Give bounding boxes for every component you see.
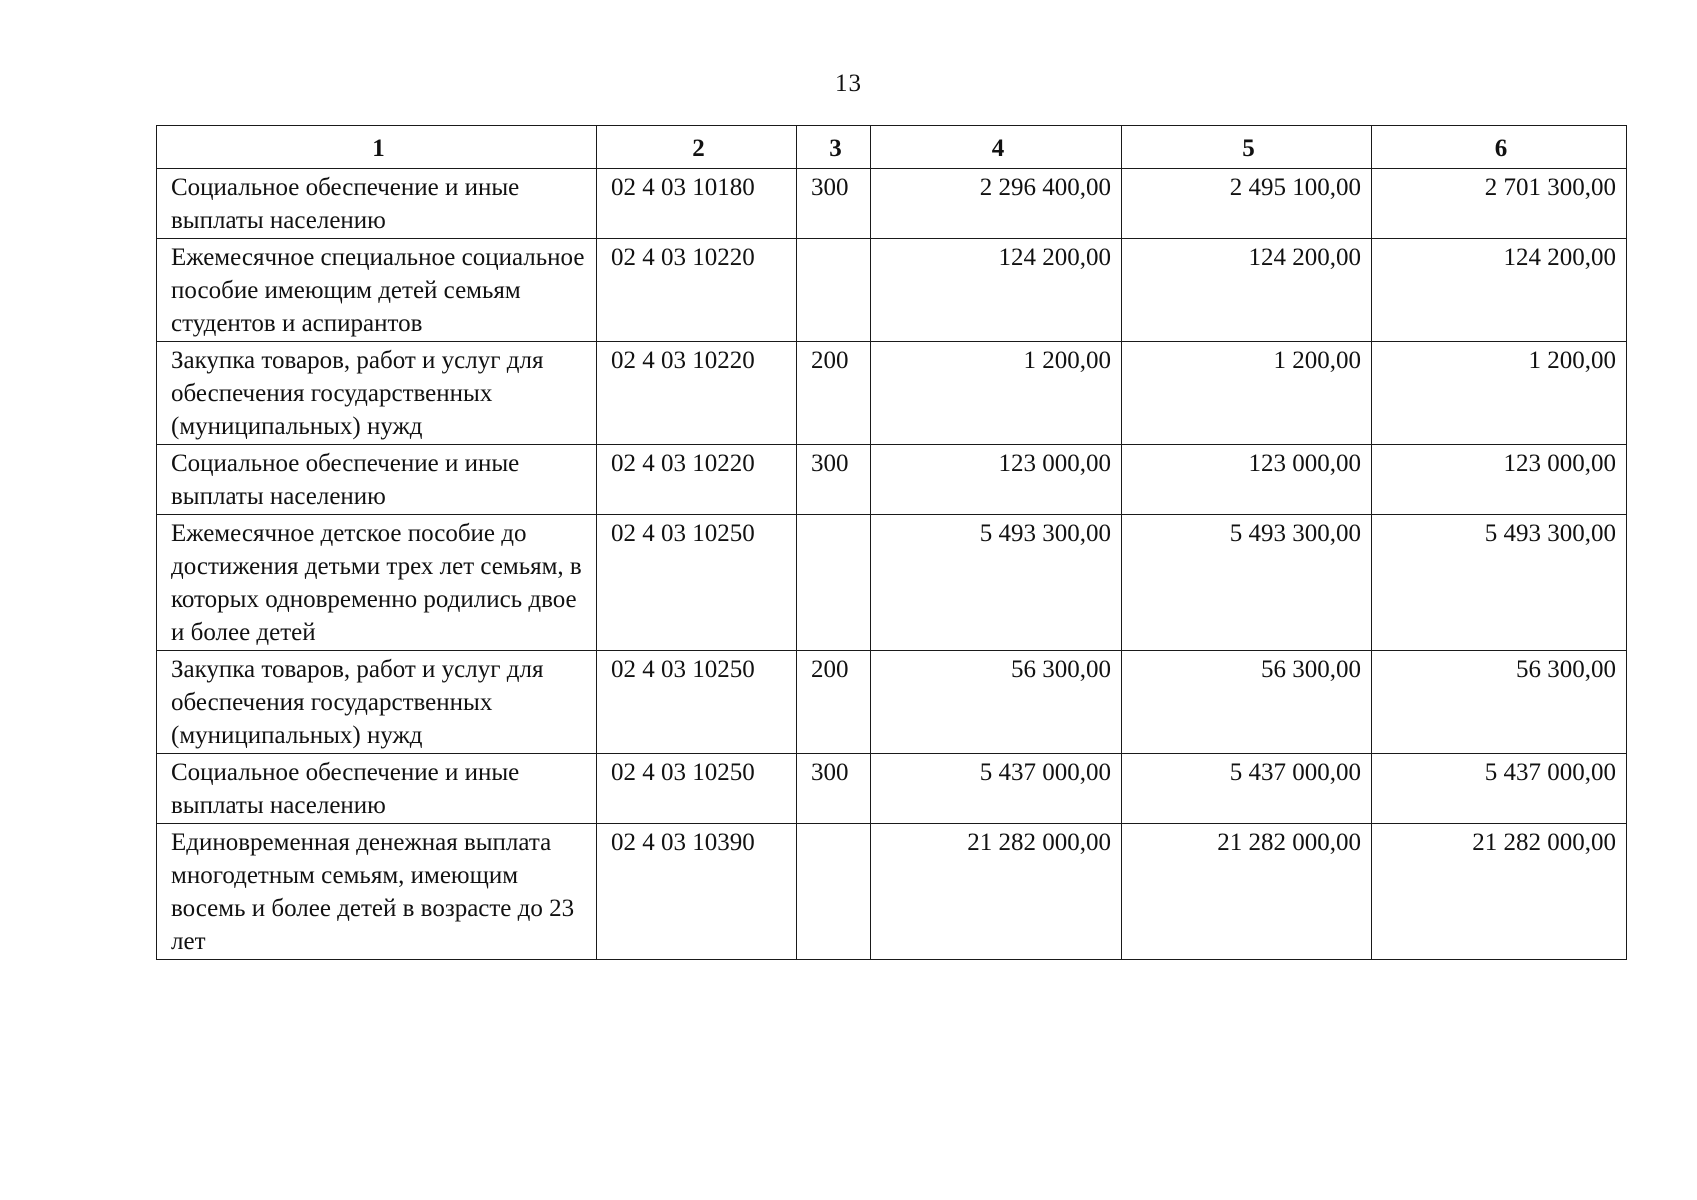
amount-cell-col6: 5 437 000,00 xyxy=(1372,754,1627,824)
amount-cell-col4: 21 282 000,00 xyxy=(871,824,1122,960)
amount-cell-col6: 124 200,00 xyxy=(1372,239,1627,342)
expense-type-cell: 300 xyxy=(797,169,871,239)
amount-cell-col5: 2 495 100,00 xyxy=(1122,169,1372,239)
table-row xyxy=(157,651,1627,754)
header-row xyxy=(157,126,1627,169)
expense-name-cell: Закупка товаров, работ и услуг для обеспечения государственных (муниципальных) нужд xyxy=(157,342,597,445)
amount-cell-col5: 1 200,00 xyxy=(1122,342,1372,445)
table-row xyxy=(157,342,1627,445)
expense-type-cell xyxy=(797,824,871,960)
amount-cell-col6: 2 701 300,00 xyxy=(1372,169,1627,239)
amount-cell-col6: 5 493 300,00 xyxy=(1372,515,1627,651)
amount-cell-col5: 124 200,00 xyxy=(1122,239,1372,342)
expense-type-cell: 200 xyxy=(797,342,871,445)
column-header-3: 3 xyxy=(797,126,871,169)
amount-cell-col6: 1 200,00 xyxy=(1372,342,1627,445)
expense-type-cell: 200 xyxy=(797,651,871,754)
amount-cell-col4: 5 493 300,00 xyxy=(871,515,1122,651)
target-code-cell: 02 4 03 10220 xyxy=(597,239,797,342)
target-code-cell: 02 4 03 10250 xyxy=(597,651,797,754)
target-code-cell: 02 4 03 10250 xyxy=(597,515,797,651)
expense-name-cell: Социальное обеспечение и иные выплаты населению xyxy=(157,169,597,239)
budget-table xyxy=(156,125,1627,960)
target-code-cell: 02 4 03 10220 xyxy=(597,445,797,515)
table-row xyxy=(157,445,1627,515)
amount-cell-col5: 5 437 000,00 xyxy=(1122,754,1372,824)
expense-name-cell: Единовременная денежная выплата многодетным семьям, имеющим восемь и более детей в возрасте до 23 лет xyxy=(157,824,597,960)
amount-cell-col6: 56 300,00 xyxy=(1372,651,1627,754)
column-header-1: 1 xyxy=(157,126,597,169)
target-code-cell: 02 4 03 10220 xyxy=(597,342,797,445)
amount-cell-col4: 123 000,00 xyxy=(871,445,1122,515)
expense-name-cell: Социальное обеспечение и иные выплаты населению xyxy=(157,754,597,824)
amount-cell-col5: 5 493 300,00 xyxy=(1122,515,1372,651)
amount-cell-col4: 2 296 400,00 xyxy=(871,169,1122,239)
table-row xyxy=(157,824,1627,960)
table-row xyxy=(157,515,1627,651)
expense-type-cell: 300 xyxy=(797,754,871,824)
amount-cell-col5: 56 300,00 xyxy=(1122,651,1372,754)
expense-name-cell: Ежемесячное специальное социальное пособие имеющим детей семьям студентов и аспирантов xyxy=(157,239,597,342)
amount-cell-col6: 123 000,00 xyxy=(1372,445,1627,515)
expense-type-cell: 300 xyxy=(797,445,871,515)
amount-cell-col4: 5 437 000,00 xyxy=(871,754,1122,824)
amount-cell-col5: 21 282 000,00 xyxy=(1122,824,1372,960)
column-header-5: 5 xyxy=(1122,126,1372,169)
expense-name-cell: Закупка товаров, работ и услуг для обеспечения государственных (муниципальных) нужд xyxy=(157,651,597,754)
column-header-4: 4 xyxy=(871,126,1122,169)
amount-cell-col4: 56 300,00 xyxy=(871,651,1122,754)
expense-type-cell xyxy=(797,239,871,342)
table-row xyxy=(157,239,1627,342)
amount-cell-col6: 21 282 000,00 xyxy=(1372,824,1627,960)
amount-cell-col4: 124 200,00 xyxy=(871,239,1122,342)
column-header-6: 6 xyxy=(1372,126,1627,169)
column-header-2: 2 xyxy=(597,126,797,169)
amount-cell-col5: 123 000,00 xyxy=(1122,445,1372,515)
expense-name-cell: Социальное обеспечение и иные выплаты населению xyxy=(157,445,597,515)
amount-cell-col4: 1 200,00 xyxy=(871,342,1122,445)
target-code-cell: 02 4 03 10250 xyxy=(597,754,797,824)
page-number: 13 xyxy=(835,70,862,97)
table-row xyxy=(157,169,1627,239)
target-code-cell: 02 4 03 10390 xyxy=(597,824,797,960)
expense-type-cell xyxy=(797,515,871,651)
target-code-cell: 02 4 03 10180 xyxy=(597,169,797,239)
expense-name-cell: Ежемесячное детское пособие до достижения детьми трех лет семьям, в которых одновременно родились двое и более детей xyxy=(157,515,597,651)
table-row xyxy=(157,754,1627,824)
